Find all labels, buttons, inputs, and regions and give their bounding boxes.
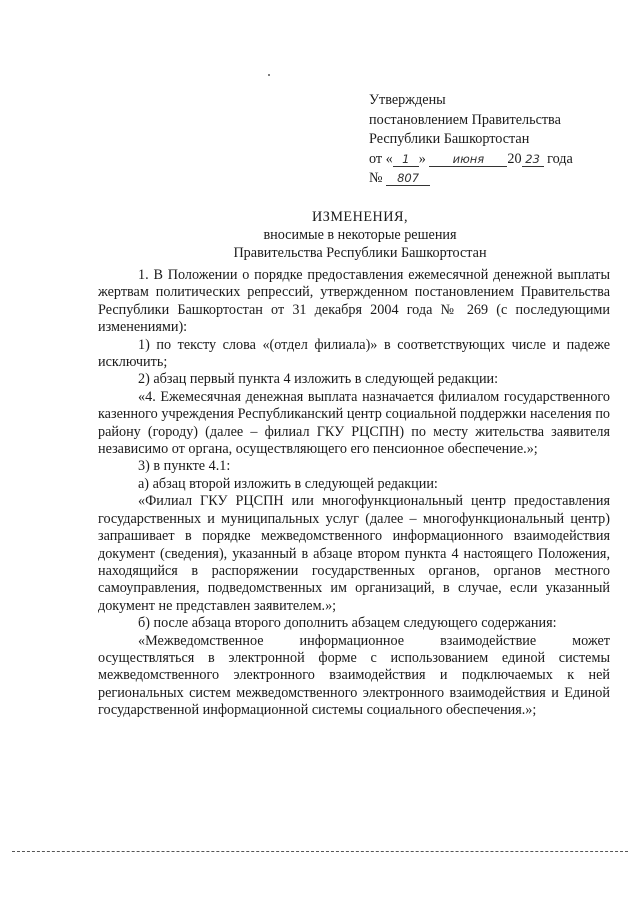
scan-speck xyxy=(268,74,270,76)
approval-date-line xyxy=(369,150,573,170)
date-day: 1 xyxy=(393,152,419,167)
paragraph: 3) в пункте 4.1: xyxy=(138,458,231,475)
title-sub-1: вносимые в некоторые решения xyxy=(263,227,457,243)
date-year-suffix: 23 xyxy=(522,152,544,167)
date-word: года xyxy=(547,150,573,167)
approval-line-3: Республики Башкортостан xyxy=(369,131,530,147)
title-main: ИЗМЕНЕНИЯ, xyxy=(311,209,409,225)
title-sub-2: Правительства Республики Башкортостан xyxy=(233,245,487,261)
document-title xyxy=(100,208,620,262)
number-prefix: № xyxy=(369,170,383,186)
date-prefix: от « xyxy=(369,150,393,167)
paragraph: «Межведомственное информационное взаимодействие может осуществляться в электронной форме с использованием единой системы межведомственного электронного взаимодействия и подключаемых к ней региональных систем межведомственного электронного взаимодействия и Единой государственной информационной системы социального обеспечения.»; xyxy=(98,632,610,719)
paragraph: а) абзац второй изложить в следующей редакции: xyxy=(138,475,438,492)
scan-edge-line xyxy=(12,851,628,852)
paragraph: «4. Ежемесячная денежная выплата назначается филиалом государственного казенного учреждения Республиканский центр социальной поддержки населения по району (городу) (далее – филиал ГКУ РЦСПН) по месту жительства заявителя независимо от органа, осуществляющего его пенсионное обеспечение.»; xyxy=(98,388,610,458)
approval-number-line xyxy=(369,169,573,189)
paragraph: 2) абзац первый пункта 4 изложить в следующей редакции: xyxy=(138,371,499,388)
approval-line-2: постановлением Правительства xyxy=(369,111,561,128)
paragraph: «Филиал ГКУ РЦСПН или многофункциональный центр предоставления государственных и муниципальных услуг (далее – многофункциональный центр) запрашивает в порядке межведомственного информационного взаимодействия документ (сведения), указанный в абзаце втором пункта 4 настоящего Положения, находящийся в распоряжении государственных органов, органов местного самоуправления, подведомственных им организаций, в случае, если указанный документ не представлен заявителем.»; xyxy=(98,493,610,614)
document-number: 807 xyxy=(386,171,430,186)
approval-line-1: Утверждены xyxy=(369,92,446,108)
document-body xyxy=(98,267,610,720)
date-year-prefix: 20 xyxy=(507,150,522,167)
date-month: июня xyxy=(429,152,507,167)
approval-block xyxy=(369,91,573,189)
paragraph: 1. В Положении о порядке предоставления ежемесячной денежной выплаты жертвам политических репрессий, утвержденном постановлением Правительства Республики Башкортостан от 31 декабря 2004 года № 269 (с последующими изменениями): xyxy=(98,267,610,336)
paragraph: 1) по тексту слова «(отдел филиала)» в соответствующих числе и падеже исключить; xyxy=(98,336,610,371)
paragraph: б) после абзаца второго дополнить абзацем следующего содержания: xyxy=(138,615,557,632)
date-mid: » xyxy=(418,150,426,167)
